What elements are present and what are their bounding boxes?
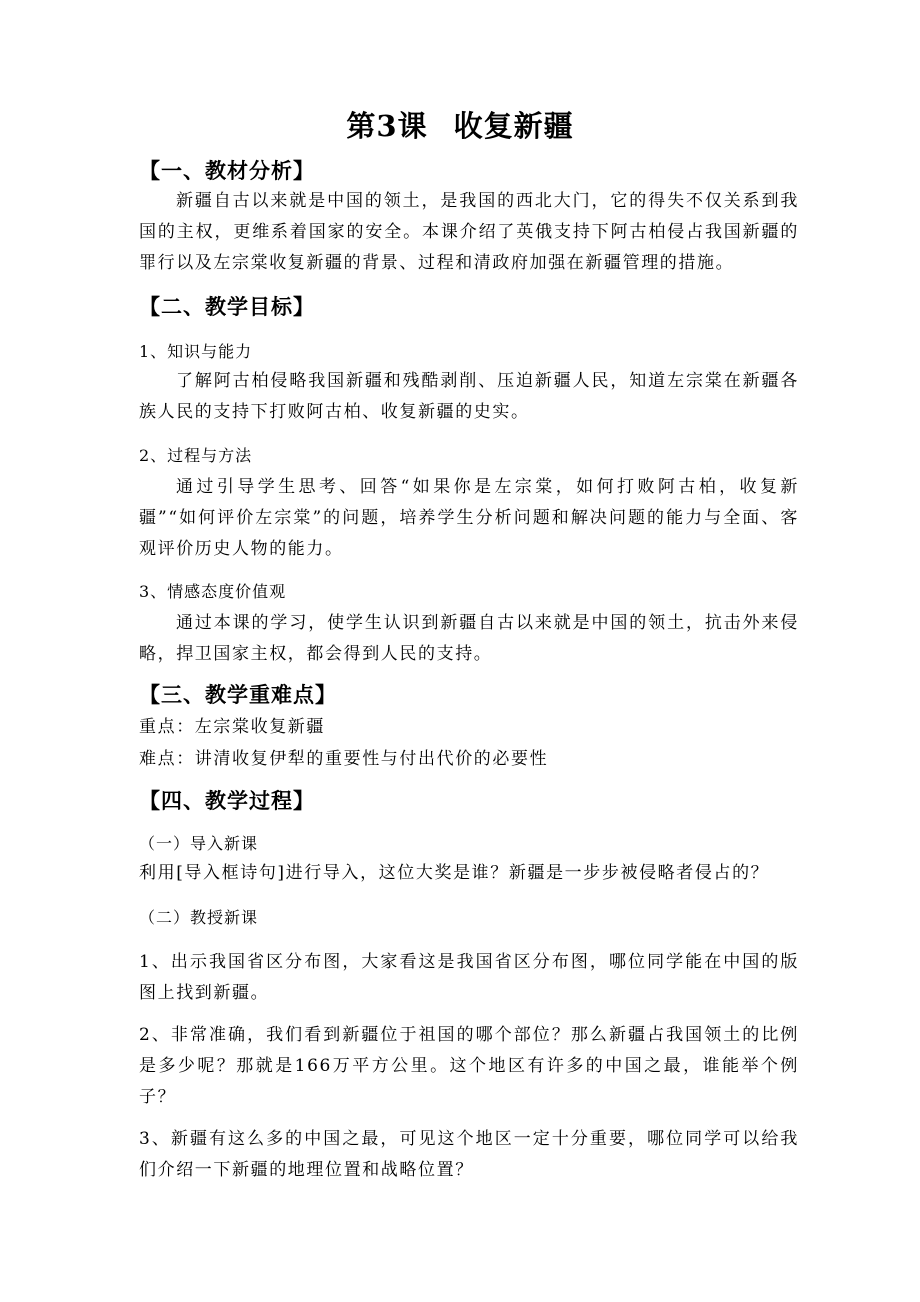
lesson-name: 收复新疆 bbox=[453, 109, 574, 143]
process-step-1: 1、出示我国省区分布图，大家看这是我国省区分布图，哪位同学能在中国的版图上找到新疆。 bbox=[139, 952, 799, 1003]
process-step-3: 3、新疆有这么多的中国之最，可见这个地区一定十分重要，哪位同学可以给我们介绍一下新疆的地理位置和战略位置？ bbox=[139, 1129, 799, 1180]
process-part-intro-text: 利用[导入框诗句]进行导入，这位大奖是谁？新疆是一步步被侵略者侵占的？ bbox=[139, 863, 770, 883]
analysis-paragraph: 新疆自古以来就是中国的领土，是我国的西北大门，它的得失不仅关系到我国的主权，更维系着国家的安全。本课介绍了英俄支持下阿古柏侵占我国新疆的罪行以及左宗棠收复新疆的背景、过程和清政府加强在新疆管理的措施。 bbox=[139, 191, 799, 273]
goal-text-knowledge: 了解阿古柏侵略我国新疆和残酷剥削、压迫新疆人民，知道左宗棠在新疆各族人民的支持下打败阿古柏、收复新疆的史实。 bbox=[139, 371, 799, 422]
process-step-2: 2、非常准确，我们看到新疆位于祖国的哪个部位？那么新疆占我国领土的比例是多少呢？那就是166万平方公里。这个地区有许多的中国之最，谁能举个例子？ bbox=[139, 1025, 799, 1107]
goal-label-knowledge: 1、知识与能力 bbox=[139, 342, 253, 361]
goal-label-values: 3、情感态度价值观 bbox=[139, 582, 287, 601]
page-title bbox=[0, 106, 920, 146]
process-part-teach-label: （二）教授新课 bbox=[139, 908, 259, 927]
goal-label-process: 2、过程与方法 bbox=[139, 446, 253, 465]
difficult-point: 难点：讲清收复伊犁的重要性与付出代价的必要性 bbox=[139, 749, 549, 769]
key-point: 重点：左宗棠收复新疆 bbox=[139, 717, 325, 737]
goal-text-values: 通过本课的学习，使学生认识到新疆自古以来就是中国的领土，抗击外来侵略，捍卫国家主权，都会得到人民的支持。 bbox=[139, 613, 799, 664]
section-heading-process: 【四、教学过程】 bbox=[139, 788, 315, 813]
goal-text-process: 通过引导学生思考、回答“如果你是左宗棠，如何打败阿古柏，收复新疆”“如何评价左宗棠”的问题，培养学生分析问题和解决问题的能力与全面、客观评价历史人物的能力。 bbox=[139, 477, 799, 559]
section-heading-key-points: 【三、教学重难点】 bbox=[139, 682, 337, 707]
section-heading-analysis: 【一、教材分析】 bbox=[139, 158, 315, 183]
section-heading-goals: 【二、教学目标】 bbox=[139, 294, 315, 319]
lesson-number: 第3课 bbox=[346, 109, 428, 143]
process-part-intro-label: （一）导入新课 bbox=[139, 834, 259, 853]
